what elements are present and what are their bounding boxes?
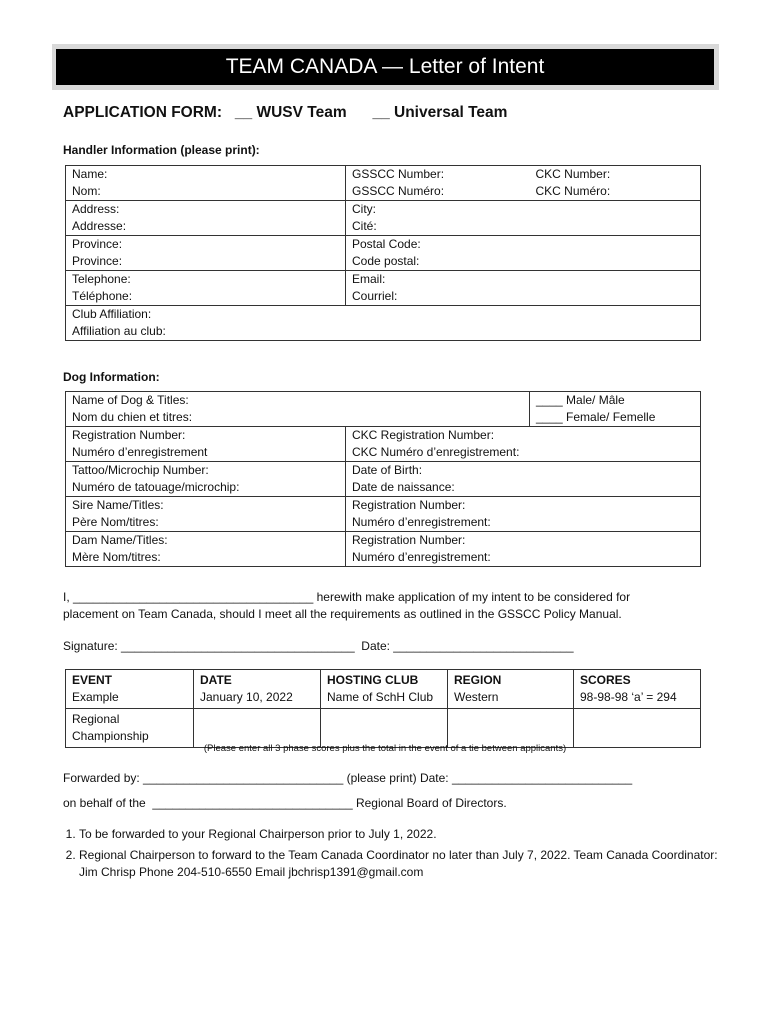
handler-gsscc-field[interactable] (346, 166, 530, 201)
region-header: REGION (454, 673, 502, 687)
date-header: DATE (200, 673, 232, 687)
regional-hosting-club-input[interactable] (321, 709, 448, 748)
handler-table (65, 165, 701, 341)
instructions-list (63, 826, 719, 885)
telephone-label-fr: Téléphone: (72, 289, 133, 303)
handler-ckc-field[interactable] (530, 166, 701, 201)
address-label-fr: Addresse: (72, 219, 127, 233)
handler-name-label-fr: Nom: (72, 184, 101, 198)
hosting-club-cell (321, 670, 448, 709)
dog-dam-field[interactable] (66, 532, 346, 567)
date-cell (194, 670, 321, 709)
ckc-registration-label-fr: CKC Numéro d’enregistrement: (352, 445, 520, 459)
regional-region-input[interactable] (448, 709, 574, 748)
gsscc-number-label: GSSCC Number: (352, 167, 445, 181)
email-label-fr: Courriel: (352, 289, 398, 303)
signature-line[interactable]: Signature: ___________________________________ Date: ___________________________ (63, 639, 574, 653)
dog-dob-field[interactable] (346, 462, 701, 497)
example-region: Western (454, 690, 499, 704)
handler-name-label: Name: (72, 167, 108, 181)
date-of-birth-label-fr: Date de naissance: (352, 480, 455, 494)
dog-sex-field[interactable] (530, 392, 701, 427)
male-option[interactable]: ____ Male/ Mâle (536, 393, 625, 407)
sire-label-fr: Père Nom/titres: (72, 515, 159, 529)
ckc-number-label-fr: CKC Numéro: (535, 184, 611, 198)
region-cell (448, 670, 574, 709)
table-note: (Please enter all 3 phase scores plus the total in the event of a tie between applicants) (203, 743, 567, 754)
ckc-registration-label: CKC Registration Number: (352, 428, 495, 442)
dog-name-field[interactable] (66, 392, 530, 427)
dog-table (65, 391, 701, 567)
scores-header: SCORES (580, 673, 631, 687)
scores-cell (574, 670, 701, 709)
sire-registration-label-fr: Numéro d’enregistrement: (352, 515, 491, 529)
city-label: City: (352, 202, 376, 216)
postal-code-label: Postal Code: (352, 237, 421, 251)
instruction-item: 1. To be forwarded to your Regional Chairperson prior to July 1, 2022. (79, 826, 719, 843)
forwarded-by-line[interactable]: Forwarded by: ______________________________ (please print) Date: ___________________________ (63, 771, 633, 785)
dog-sire-registration-field[interactable] (346, 497, 701, 532)
club-affiliation-label: Club Affiliation: (72, 307, 152, 321)
example-scores: 98-98-98 ‘a’ = 294 (580, 690, 677, 704)
dog-tattoo-field[interactable] (66, 462, 346, 497)
female-option[interactable]: ____ Female/ Femelle (536, 410, 656, 424)
tattoo-label: Tattoo/Microchip Number: (72, 463, 209, 477)
handler-telephone-field[interactable] (66, 271, 346, 306)
tattoo-label-fr: Numéro de tatouage/microchip: (72, 480, 240, 494)
dam-label-fr: Mère Nom/titres: (72, 550, 161, 564)
email-label: Email: (352, 272, 386, 286)
dog-sire-field[interactable] (66, 497, 346, 532)
dog-ckc-registration-field[interactable] (346, 427, 701, 462)
events-table (65, 669, 701, 748)
postal-code-label-fr: Code postal: (352, 254, 420, 268)
behalf-line[interactable]: on behalf of the ______________________________ Regional Board of Directors. (63, 796, 507, 810)
dog-dam-registration-field[interactable] (346, 532, 701, 567)
example-hosting-club: Name of SchH Club (327, 690, 434, 704)
ckc-number-label: CKC Number: (535, 167, 611, 181)
page-title: TEAM CANADA — Letter of Intent (56, 49, 714, 85)
regional-championship-cell (66, 709, 194, 748)
telephone-label: Telephone: (72, 272, 131, 286)
example-date: January 10, 2022 (200, 690, 293, 704)
event-cell (66, 670, 194, 709)
registration-number-label-fr: Numéro d’enregistrement (72, 445, 208, 459)
sire-label: Sire Name/Titles: (72, 498, 164, 512)
dog-registration-field[interactable] (66, 427, 346, 462)
dog-heading: Dog Information: (63, 370, 160, 384)
regional-date-input[interactable] (194, 709, 321, 748)
handler-province-field[interactable] (66, 236, 346, 271)
championship-label: Championship (72, 729, 149, 743)
club-affiliation-label-fr: Affiliation au club: (72, 324, 166, 338)
handler-city-field[interactable] (346, 201, 701, 236)
dam-registration-label-fr: Numéro d’enregistrement: (352, 550, 491, 564)
province-label: Province: (72, 237, 123, 251)
gsscc-number-label-fr: GSSCC Numéro: (352, 184, 445, 198)
date-of-birth-label: Date of Birth: (352, 463, 423, 477)
dog-name-label-fr: Nom du chien et titres: (72, 410, 193, 424)
intent-line-2: placement on Team Canada, should I meet all the requirements as outlined in the GSSCC Policy Manual. (63, 607, 622, 621)
dam-registration-label: Registration Number: (352, 533, 466, 547)
event-header: EVENT (72, 673, 113, 687)
hosting-club-header: HOSTING CLUB (327, 673, 419, 687)
intent-line-1: I, ____________________________________ herewith make application of my intent to be considered for (63, 590, 631, 604)
dam-label: Dam Name/Titles: (72, 533, 168, 547)
example-event: Example (72, 690, 119, 704)
dog-name-label: Name of Dog & Titles: (72, 393, 189, 407)
regional-scores-input[interactable] (574, 709, 701, 748)
sire-registration-label: Registration Number: (352, 498, 466, 512)
registration-number-label: Registration Number: (72, 428, 186, 442)
handler-postal-field[interactable] (346, 236, 701, 271)
application-form-line: APPLICATION FORM: __ WUSV Team __ Universal Team (63, 104, 508, 121)
handler-club-field[interactable] (66, 306, 701, 341)
handler-heading: Handler Information (please print): (63, 143, 260, 157)
province-label-fr: Province: (72, 254, 123, 268)
address-label: Address: (72, 202, 120, 216)
handler-address-field[interactable] (66, 201, 346, 236)
handler-name-field[interactable] (66, 166, 346, 201)
handler-email-field[interactable] (346, 271, 701, 306)
instruction-item: 2. Regional Chairperson to forward to the Team Canada Coordinator no later than July 7, 2022. Team Canada Coordinator: Jim Chrisp Phone 204-510-6550 Email jbchrisp1391@gmail.com (79, 847, 719, 881)
city-label-fr: Cité: (352, 219, 377, 233)
regional-label: Regional (72, 712, 120, 726)
